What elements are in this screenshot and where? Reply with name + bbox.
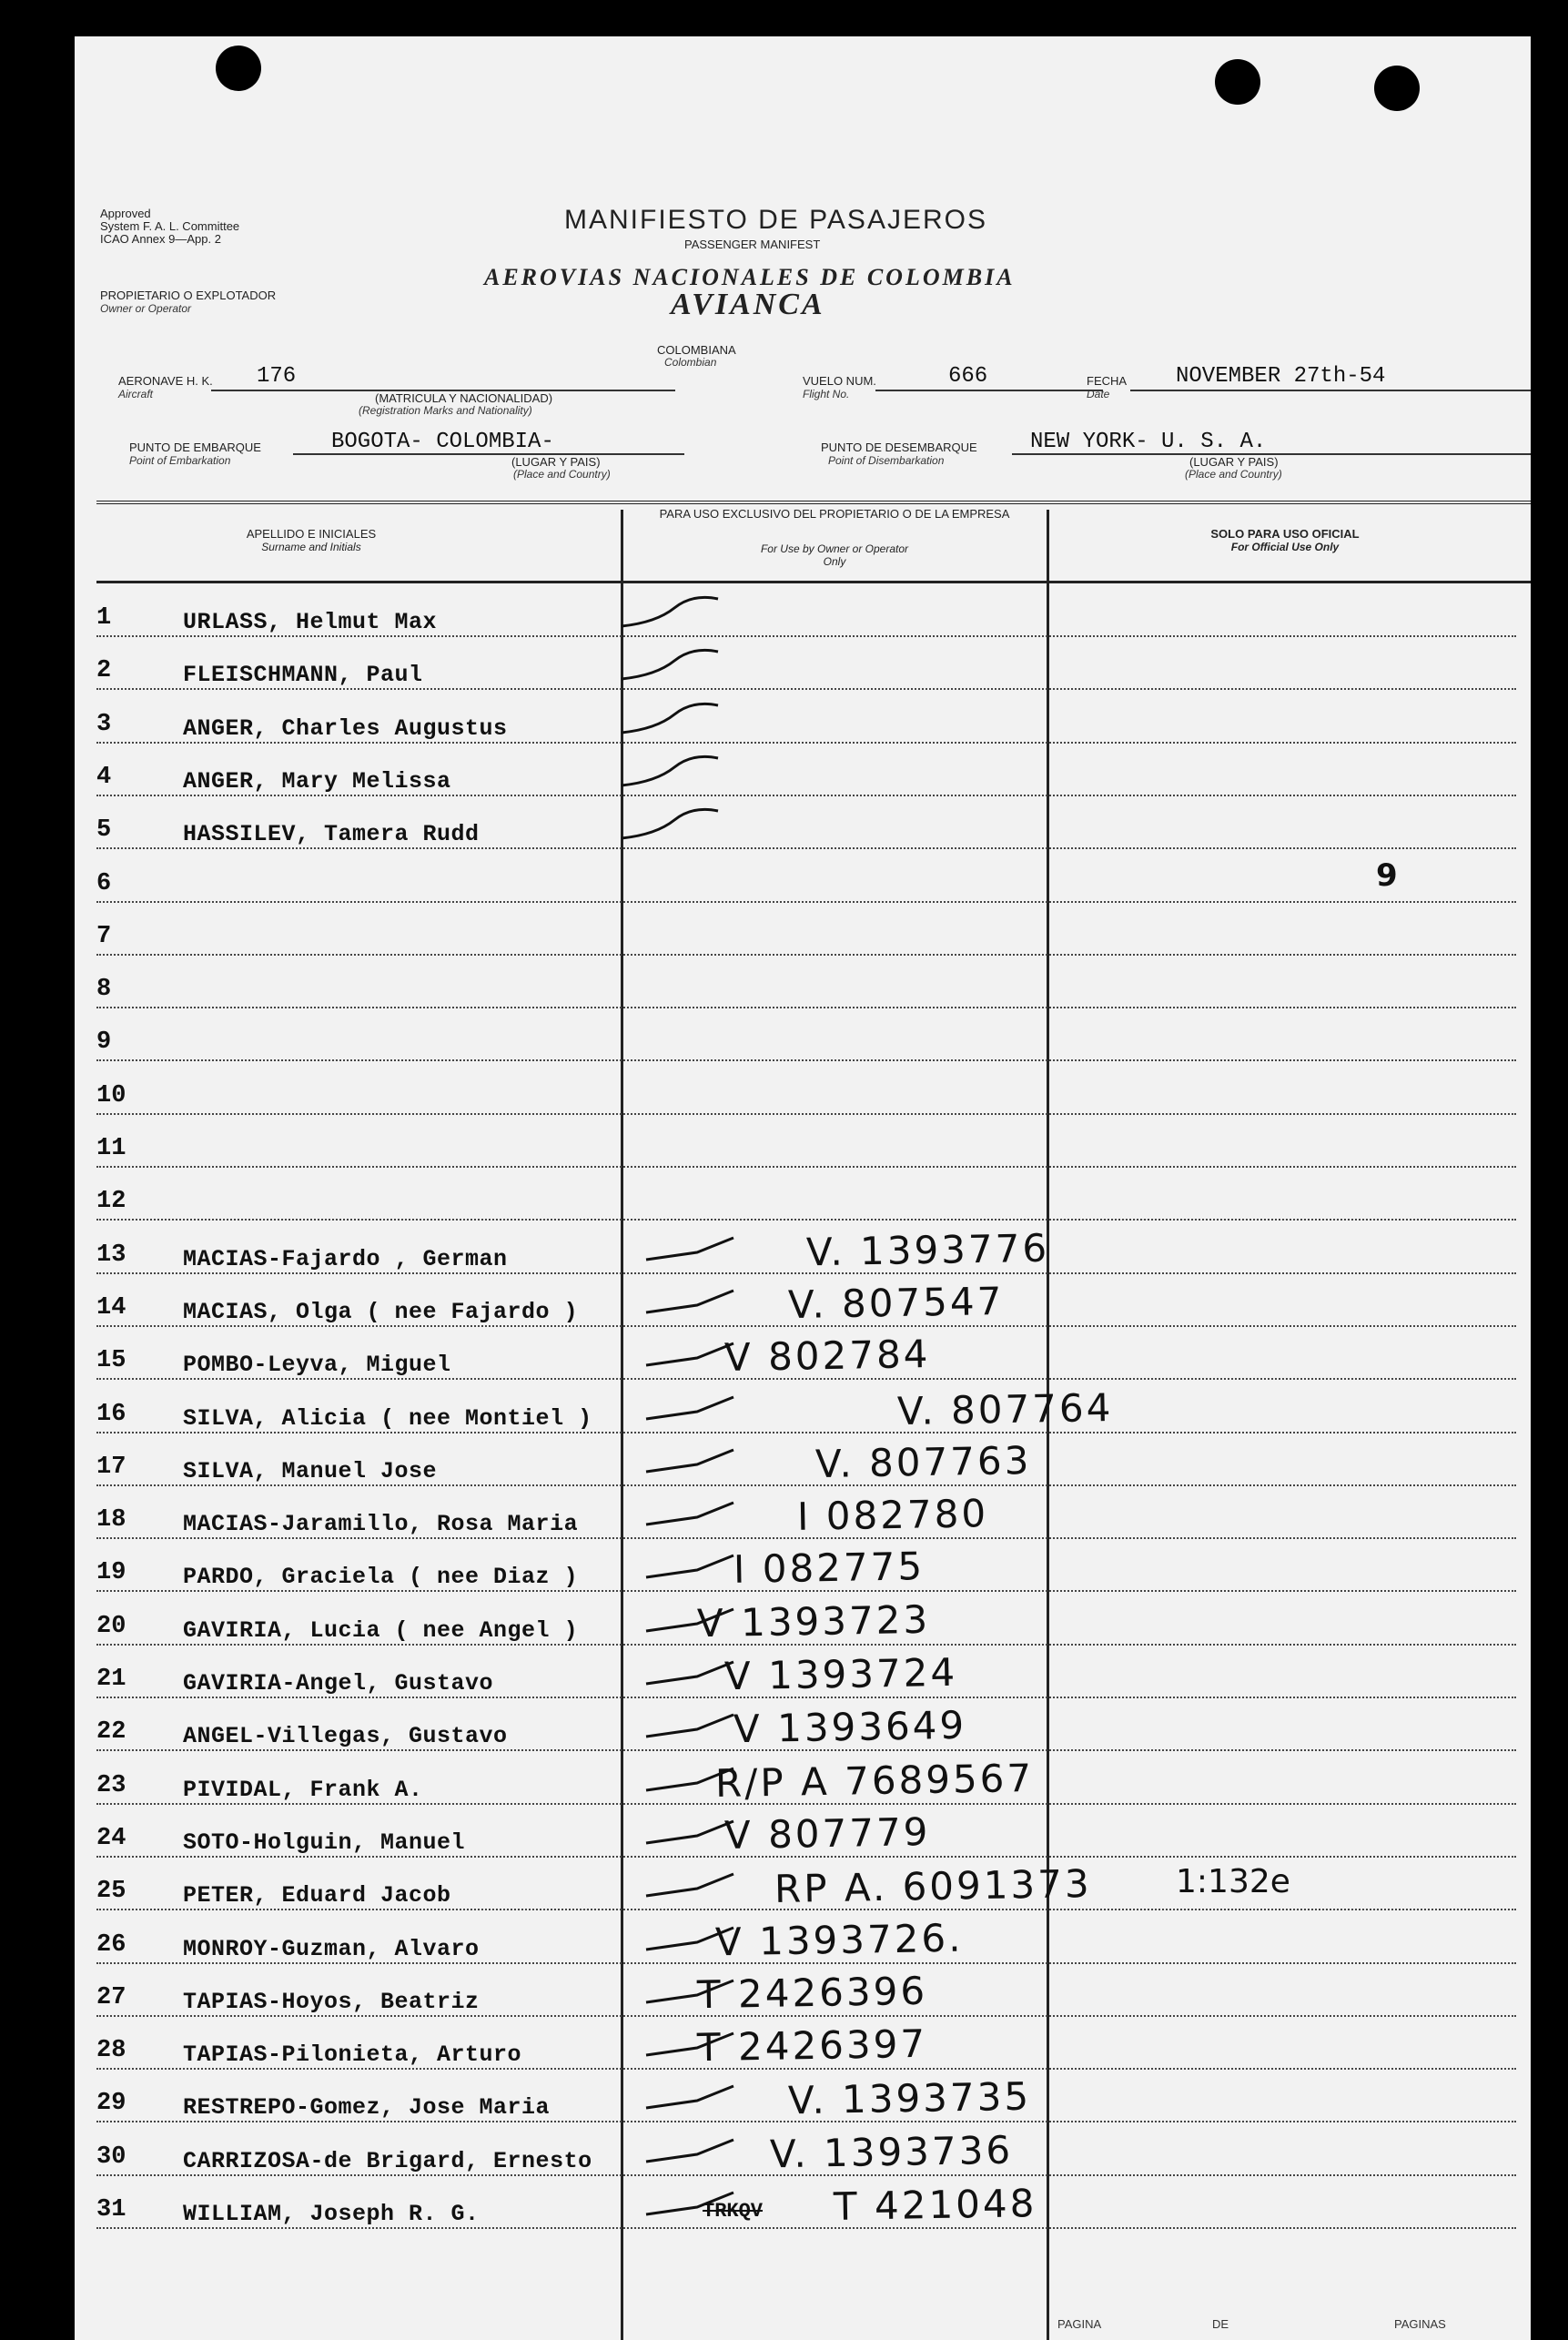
row-number: 21 — [96, 1666, 126, 1693]
aircraft-value: 176 — [257, 364, 297, 389]
passenger-name: MACIAS, Olga ( nee Fajardo ) — [183, 1298, 579, 1325]
table-header-rule — [96, 581, 1531, 583]
table-row — [96, 1168, 1516, 1221]
check-mark-icon — [620, 702, 720, 738]
surname-column-header: APELLIDO E INICIALES — [246, 527, 377, 541]
date-label-en: Date — [1087, 388, 1110, 400]
row-number: 11 — [96, 1135, 126, 1162]
document-number: T 421048 — [833, 2181, 1037, 2229]
aircraft-label-en: Aircraft — [118, 388, 154, 400]
passenger-name: MONROY-Guzman, Alvaro — [183, 1935, 480, 1962]
check-mark-icon — [642, 1444, 743, 1481]
document-number: V. 1393736 — [769, 2127, 1014, 2177]
page-title: MANIFIESTO DE PASAJEROS — [564, 205, 987, 235]
check-mark-icon — [642, 1285, 743, 1322]
embark-value: BOGOTA- COLOMBIA- — [331, 430, 554, 454]
flight-label-en: Flight No. — [803, 388, 850, 400]
approval-line: System F. A. L. Committee — [100, 219, 240, 233]
passenger-name: PIVIDAL, Frank A. — [183, 1776, 423, 1803]
passenger-name: RESTREPO-Gomez, Jose Maria — [183, 2094, 551, 2122]
check-mark-icon — [642, 1232, 743, 1269]
flight-value: 666 — [948, 364, 988, 389]
flight-label: VUELO NUM. — [803, 374, 876, 388]
registration-label-en: (Registration Marks and Nationality) — [359, 404, 532, 417]
row-number: 9 — [96, 1028, 112, 1057]
row-rule — [96, 2227, 1516, 2229]
passenger-name: POMBO-Leyva, Miguel — [183, 1352, 451, 1379]
table-row — [96, 1221, 1516, 1274]
disembark-label: PUNTO DE DESEMBARQUE — [821, 441, 977, 454]
passenger-name: HASSILEV, Tamera Rudd — [183, 821, 480, 848]
passenger-name: URLASS, Helmut Max — [183, 609, 438, 635]
owner-label-en: Owner or Operator — [100, 302, 192, 315]
disembark-label-en: Point of Disembarkation — [828, 454, 945, 467]
passenger-name: GAVIRIA, Lucia ( nee Angel ) — [183, 1616, 579, 1644]
flight-underline — [875, 390, 1103, 391]
footer-paginas: PAGINAS — [1394, 2317, 1446, 2331]
nationality-label: COLOMBIANA — [657, 343, 736, 357]
passenger-name: TAPIAS-Hoyos, Beatriz — [183, 1988, 480, 2015]
aircraft-label: AERONAVE H. K. — [118, 374, 213, 388]
manifest-sheet — [75, 36, 1531, 2340]
airline-name: AVIANCA — [671, 288, 825, 321]
table-row — [96, 744, 1516, 796]
table-row — [96, 1911, 1516, 1964]
document-number: V 807779 — [723, 1808, 931, 1858]
document-number: V. 1393735 — [787, 2074, 1032, 2123]
approval-line: Approved — [100, 207, 151, 220]
official-column-header-en: For Official Use Only — [1230, 541, 1340, 553]
document-number: V 1393726. — [714, 1915, 964, 1964]
check-mark-icon — [642, 2081, 743, 2117]
owner-use-column-header-en: For Use by Owner or Operator Only — [760, 542, 909, 568]
table-row — [96, 903, 1516, 956]
owner-use-column-header: PARA USO EXCLUSIVO DEL PROPIETARIO O DE LA EMPRESA — [659, 507, 1010, 521]
passenger-name: PETER, Eduard Jacob — [183, 1882, 451, 1909]
table-row — [96, 1327, 1516, 1380]
document-number: I 082780 — [796, 1491, 989, 1539]
row-number: 26 — [96, 1930, 126, 1959]
table-row — [96, 1433, 1516, 1486]
approval-line: ICAO Annex 9—App. 2 — [100, 232, 221, 246]
document-number: T 2426396 — [696, 1968, 928, 2018]
row-number: 25 — [96, 1878, 126, 1906]
disembark-place-label-en: (Place and Country) — [1185, 468, 1282, 481]
document-number: RP A. 6091373 — [774, 1861, 1093, 1912]
embark-label: PUNTO DE EMBARQUE — [129, 441, 261, 454]
table-row — [96, 1646, 1516, 1698]
check-mark-icon — [642, 1869, 743, 1905]
check-mark-icon — [620, 648, 720, 684]
table-row — [96, 1486, 1516, 1539]
official-column-header: SOLO PARA USO OFICIAL — [1210, 527, 1360, 541]
table-row — [96, 1115, 1516, 1168]
row-number: 27 — [96, 1983, 126, 2011]
table-row — [96, 1752, 1516, 1805]
date-label: FECHA — [1087, 374, 1128, 388]
footer-pagina: PAGINA — [1057, 2317, 1102, 2331]
document-number: V 1393649 — [733, 1703, 967, 1752]
document-number: V. 807547 — [787, 1278, 1005, 1327]
table-top-rule — [96, 501, 1531, 504]
check-mark-icon — [642, 1392, 743, 1428]
table-row — [96, 1805, 1516, 1858]
table-row — [96, 1698, 1516, 1751]
embark-place-label: (LUGAR Y PAIS) — [511, 455, 601, 469]
nationality-label-en: Colombian — [664, 356, 717, 369]
passenger-name: ANGER, Mary Melissa — [183, 767, 451, 795]
punch-hole — [216, 46, 261, 91]
passenger-name: FLEISCHMANN, Paul — [183, 662, 423, 689]
row-number: 13 — [96, 1241, 126, 1269]
passenger-name: SOTO-Holguin, Manuel — [183, 1828, 466, 1856]
row-number: 16 — [96, 1400, 126, 1428]
table-row — [96, 1381, 1516, 1433]
document-number: I 082775 — [733, 1544, 926, 1593]
table-row — [96, 796, 1516, 849]
row-number: 30 — [96, 2142, 126, 2171]
table-row — [96, 637, 1516, 690]
row-number: 28 — [96, 2037, 126, 2065]
check-mark-icon — [642, 2134, 743, 2171]
row-number: 1 — [96, 604, 112, 632]
table-row — [96, 2123, 1516, 2176]
row-number: 15 — [96, 1347, 126, 1375]
table-row — [96, 584, 1516, 637]
document-number: V 1393723 — [696, 1596, 931, 1646]
disembark-place-label: (LUGAR Y PAIS) — [1189, 455, 1279, 469]
passenger-name: SILVA, Alicia ( nee Montiel ) — [183, 1404, 592, 1432]
passenger-name: ANGER, Charles Augustus — [183, 714, 508, 742]
table-row — [96, 1274, 1516, 1327]
document-number: R/P A 7689567 — [714, 1755, 1035, 1806]
table-row — [96, 2176, 1516, 2229]
table-row — [96, 956, 1516, 1008]
disembark-value: NEW YORK- U. S. A. — [1030, 430, 1267, 454]
owner-label: PROPIETARIO O EXPLOTADOR — [100, 289, 277, 302]
row-number: 23 — [96, 1771, 126, 1799]
row-number: 5 — [96, 816, 112, 845]
row-number: 10 — [96, 1081, 126, 1109]
check-mark-icon — [620, 595, 720, 632]
row-number: 6 — [96, 869, 112, 897]
table-row — [96, 850, 1516, 903]
page-subtitle: PASSENGER MANIFEST — [684, 238, 821, 251]
table-row — [96, 1858, 1516, 1910]
passenger-name: TAPIAS-Pilonieta, Arturo — [183, 2041, 522, 2069]
airline-full-name: AEROVIAS NACIONALES DE COLOMBIA — [484, 264, 1016, 290]
row-number: 24 — [96, 1824, 126, 1852]
embark-place-label-en: (Place and Country) — [513, 468, 611, 481]
row-number: 18 — [96, 1506, 126, 1535]
embark-label-en: Point of Embarkation — [129, 454, 231, 467]
surname-column-header-en: Surname and Initials — [261, 541, 361, 553]
row-number: 14 — [96, 1293, 126, 1322]
row-number: 20 — [96, 1612, 126, 1640]
row-number: 2 — [96, 657, 112, 685]
table-row — [96, 1062, 1516, 1115]
check-mark-icon — [620, 807, 720, 844]
passenger-name: PARDO, Graciela ( nee Diaz ) — [183, 1564, 579, 1591]
row-number: 3 — [96, 710, 112, 738]
punch-hole — [1374, 66, 1420, 111]
row-number: 22 — [96, 1718, 126, 1747]
passenger-name: MACIAS-Fajardo , German — [183, 1245, 508, 1272]
document-number: V. 807763 — [814, 1437, 1032, 1486]
approval-note — [100, 208, 239, 246]
registration-label: (MATRICULA Y NACIONALIDAD) — [375, 391, 553, 405]
check-mark-icon — [620, 755, 720, 791]
passenger-name: ANGEL-Villegas, Gustavo — [183, 1723, 508, 1750]
row-number: 31 — [96, 2196, 126, 2224]
official-mark-row-6: 9 — [1376, 856, 1398, 894]
table-row — [96, 2017, 1516, 2070]
table-row — [96, 1593, 1516, 1646]
document-number: T 2426397 — [696, 2021, 928, 2071]
passenger-name: MACIAS-Jaramillo, Rosa Maria — [183, 1511, 579, 1538]
date-value: NOVEMBER 27th-54 — [1176, 364, 1386, 389]
document-number: V. 1393776 — [805, 1225, 1050, 1274]
row-number: 4 — [96, 763, 112, 791]
table-row — [96, 691, 1516, 744]
row-number: 19 — [96, 1559, 126, 1587]
official-mark-row-25: 1:132e — [1176, 1863, 1290, 1901]
document-number: V 1393724 — [723, 1649, 958, 1699]
punch-hole — [1215, 59, 1260, 105]
footer-de: DE — [1212, 2317, 1229, 2331]
row-number: 8 — [96, 976, 112, 1004]
table-row — [96, 1539, 1516, 1592]
table-row — [96, 1008, 1516, 1061]
table-row — [96, 1964, 1516, 2017]
passenger-name: WILLIAM, Joseph R. G. — [183, 2201, 480, 2227]
check-mark-icon — [642, 1709, 743, 1746]
check-mark-icon — [642, 1550, 743, 1586]
check-mark-icon — [642, 1497, 743, 1534]
struck-text-row-31: TRKQV — [703, 2200, 764, 2223]
row-number: 17 — [96, 1453, 126, 1481]
row-number: 12 — [96, 1188, 126, 1216]
passenger-name: CARRIZOSA-de Brigard, Ernesto — [183, 2147, 592, 2174]
table-row — [96, 2070, 1516, 2122]
row-number: 29 — [96, 2090, 126, 2118]
document-number: V. 807764 — [896, 1384, 1114, 1433]
passenger-name: GAVIRIA-Angel, Gustavo — [183, 1670, 494, 1697]
row-number: 7 — [96, 922, 112, 950]
passenger-name: SILVA, Manuel Jose — [183, 1457, 438, 1484]
document-number: V 802784 — [723, 1332, 931, 1381]
date-underline — [1130, 390, 1531, 391]
